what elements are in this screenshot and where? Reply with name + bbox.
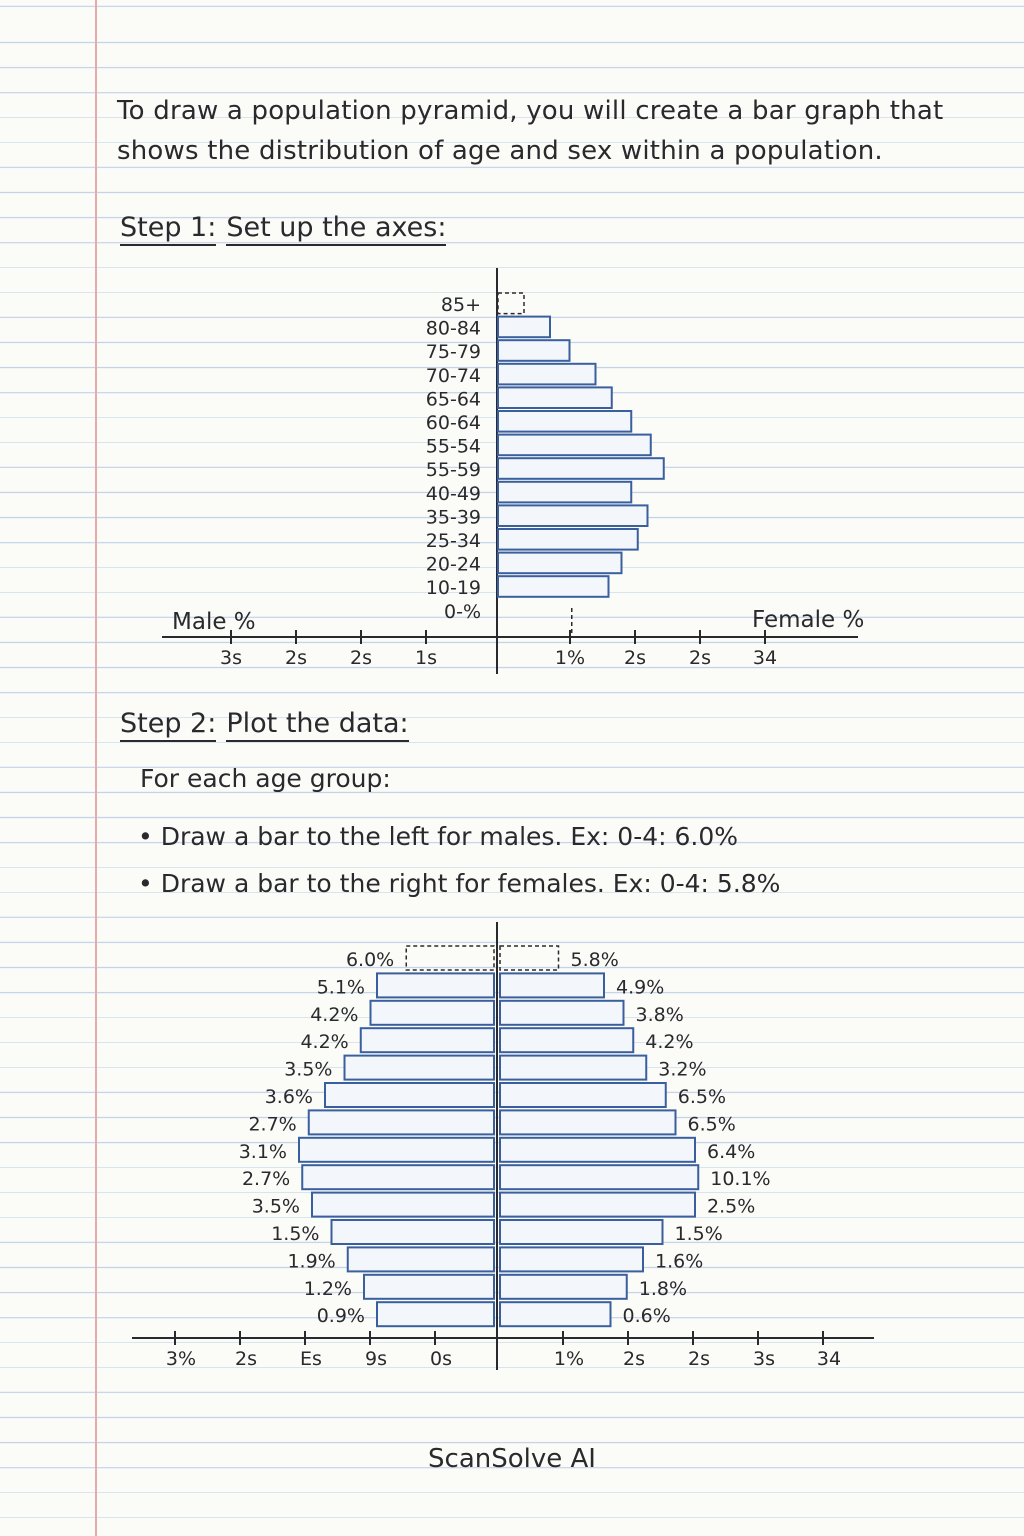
bullet-dot: •	[138, 822, 153, 851]
female-value-label: 6.5%	[687, 1113, 736, 1136]
female-value-label: 4.2%	[645, 1031, 694, 1054]
age-group-label: 20-24	[425, 553, 481, 576]
female-bar	[500, 1302, 611, 1326]
female-bar	[500, 1247, 643, 1271]
female-bar	[500, 1083, 666, 1107]
intro-line-2: shows the distribution of age and sex within a population.	[117, 136, 883, 166]
x-tick-label: 1%	[554, 647, 586, 669]
age-group-label: 10-19	[425, 577, 481, 600]
female-bar	[500, 1110, 676, 1134]
age-group-label: 70-74	[425, 364, 481, 387]
male-bar	[364, 1275, 494, 1299]
x-tick-label: 1%	[553, 1348, 585, 1370]
female-value-label: 1.6%	[655, 1250, 704, 1273]
female-bar	[500, 1165, 698, 1189]
x-tick-label: 1ѕ	[415, 647, 437, 669]
male-value-label: 1.5%	[271, 1223, 320, 1245]
male-bar	[332, 1220, 495, 1244]
male-value-label: 0.9%	[316, 1305, 365, 1328]
x-tick-label: Eѕ	[300, 1348, 322, 1370]
male-bar	[377, 1302, 494, 1326]
step2-title: Plot the data:	[226, 708, 408, 742]
male-value-label: 3.1%	[238, 1140, 287, 1163]
female-value-label: 6.5%	[677, 1086, 727, 1108]
x-tick-label: 3ѕ	[753, 1348, 775, 1370]
female-bar	[500, 973, 604, 997]
male-bar	[325, 1083, 494, 1107]
age-group-label: 40-49	[425, 482, 481, 505]
male-bar	[371, 1001, 495, 1025]
x-tick-label: 2ѕ	[689, 647, 711, 669]
age-group-label: 75-79	[425, 341, 481, 364]
x-tick-label: 2ѕ	[285, 647, 307, 669]
age-group-label: 85+	[440, 294, 481, 316]
step2-label: Step 2:	[120, 708, 216, 742]
male-value-label: 2.7%	[248, 1113, 297, 1136]
x-tick-label: 2ѕ	[688, 1348, 710, 1370]
female-value-label: 0.6%	[622, 1305, 671, 1328]
male-value-label: 1.2%	[303, 1277, 352, 1300]
male-value-label: 3.5%	[251, 1195, 300, 1218]
female-bar	[500, 1001, 624, 1025]
female-value-label: 10.1%	[710, 1168, 771, 1191]
female-value-label: 3.8%	[635, 1003, 684, 1026]
male-bar	[312, 1193, 494, 1217]
female-bar	[500, 1138, 695, 1162]
age-group-label: 55-54	[425, 435, 481, 458]
x-tick-label: 0ѕ	[430, 1348, 452, 1370]
female-bar	[500, 1193, 695, 1217]
x-tick-label: 2ѕ	[624, 647, 646, 669]
female-bar	[500, 1220, 663, 1244]
x-tick-label: 9ѕ	[365, 1348, 387, 1370]
age-group-label: 60-64	[425, 412, 481, 434]
male-bar	[345, 1056, 495, 1080]
bullet-dot: •	[138, 869, 153, 898]
female-bar	[500, 1056, 646, 1080]
step1-label: Step 1:	[120, 212, 216, 246]
x-tick-label: 2ѕ	[235, 1348, 257, 1370]
step2-intro: For each age group:	[140, 764, 391, 793]
male-bar	[377, 973, 494, 997]
male-bar	[309, 1110, 494, 1134]
male-value-label: 3.5%	[284, 1058, 333, 1081]
bullet-2-text: Draw a bar to the right for females. Ex: 0-4: 5.8%	[160, 869, 781, 898]
step1-title: Set up the axes:	[226, 212, 446, 246]
intro-line-1: To draw a population pyramid, you will create a bar graph that	[117, 96, 944, 126]
male-bar	[348, 1247, 494, 1271]
age-group-label: 65-64	[425, 388, 481, 411]
age-group-label: 25-34	[425, 530, 481, 552]
male-value-label: 3.6%	[264, 1086, 313, 1108]
female-bar	[500, 946, 559, 970]
female-value-label: 6.4%	[707, 1140, 756, 1163]
male-axis-label: Male %	[172, 609, 256, 635]
x-tick-label: 3ѕ	[220, 647, 242, 669]
age-group-label: 0-%	[444, 600, 481, 623]
female-value-label: 5.8%	[570, 949, 619, 971]
x-tick-label: 2ѕ	[623, 1348, 645, 1370]
male-bar	[361, 1028, 494, 1052]
age-group-label: 55-59	[425, 459, 481, 482]
female-value-label: 2.5%	[707, 1195, 756, 1218]
female-bar	[500, 1028, 633, 1052]
x-tick-label: 2ѕ	[350, 647, 372, 669]
male-value-label: 6.0%	[345, 949, 395, 971]
female-bar	[500, 1275, 627, 1299]
male-bar	[302, 1165, 494, 1189]
age-group-label: 80-84	[425, 317, 481, 340]
female-value-label: 3.2%	[658, 1058, 707, 1081]
female-value-label: 1.5%	[674, 1223, 723, 1245]
bullet-1-text: Draw a bar to the left for males. Ex: 0-4: 6.0%	[160, 822, 738, 851]
x-tick-label: 34	[816, 1348, 842, 1370]
male-value-label: 4.2%	[310, 1003, 359, 1026]
female-value-label: 1.8%	[638, 1277, 688, 1300]
male-value-label: 5.1%	[316, 976, 365, 999]
age-group-label: 35-39	[425, 506, 481, 529]
male-bar	[406, 946, 494, 970]
x-tick-label: 3%	[165, 1348, 197, 1370]
female-axis-label: Female %	[752, 607, 865, 633]
footer-brand: ScanSolve AI	[428, 1444, 596, 1474]
female-value-label: 4.9%	[616, 976, 665, 999]
male-value-label: 4.2%	[300, 1031, 349, 1054]
male-value-label: 2.7%	[241, 1168, 291, 1191]
male-value-label: 1.9%	[287, 1250, 336, 1273]
male-bar	[299, 1138, 494, 1162]
x-tick-label: 34	[752, 647, 778, 669]
